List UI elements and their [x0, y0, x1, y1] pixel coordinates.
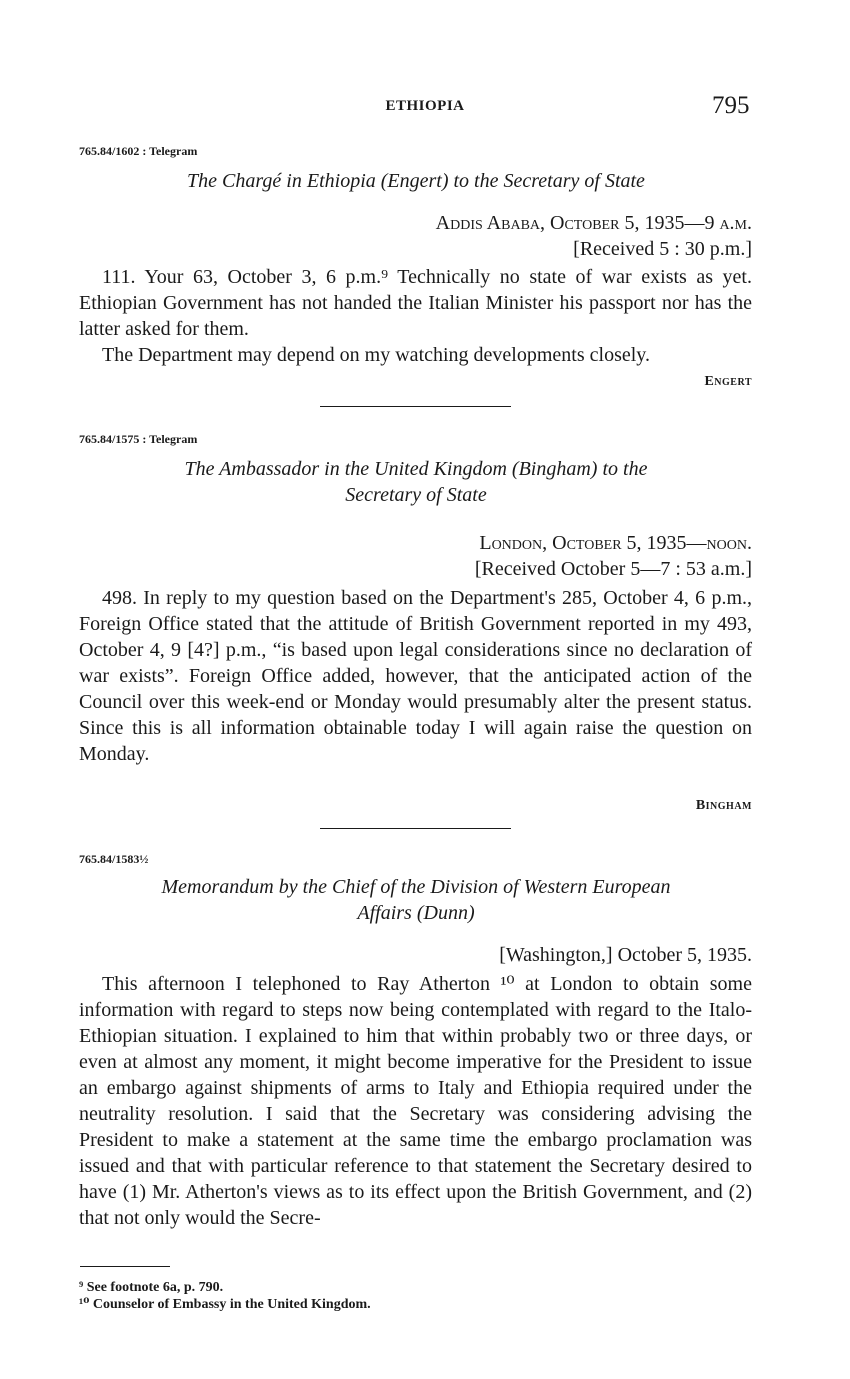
section-divider — [320, 828, 511, 829]
footnote-rule — [80, 1266, 170, 1267]
signature: Bingham — [695, 798, 752, 813]
heading-line: Memorandum by the Chief of the Division of Western European — [161, 876, 671, 898]
file-number: 765.84/1602 : Telegram — [79, 144, 198, 158]
document-body — [79, 264, 752, 368]
footnote: ¹⁰ Counselor of Embassy in the United Kingdom. — [79, 1297, 371, 1312]
paragraph: This afternoon I telephoned to Ray Atherton ¹⁰ at London to obtain some information with regard to steps now being contemplated with regard to the Italo-Ethiopian situation. I explained to him that within probably two or three days, or even at almost any moment, it might become imperative for the President to issue an embargo against shipments of arms to Italy and Ethiopia required under the neutrality resolution. I said that the Secretary was considering advising the President to make a statement at the same time the embargo proclamation was issued and that with particular reference to that statement the Secretary desired to have (1) Mr. Atherton's views as to its effect upon the British Government, and (2) that not only would the Secre- — [79, 973, 752, 1229]
file-number: 765.84/1583½ — [79, 852, 149, 866]
running-header: ETHIOPIA — [385, 98, 465, 114]
document-heading — [80, 456, 752, 508]
signature: Engert — [704, 374, 752, 389]
heading-line: Affairs (Dunn) — [357, 902, 475, 924]
heading-line: Secretary of State — [345, 484, 487, 506]
footnotes — [79, 1279, 371, 1313]
document-heading — [80, 874, 752, 926]
dateline-received: [Received 5 : 30 p.m.] — [573, 238, 752, 260]
heading-line: The Ambassador in the United Kingdom (Bingham) to the — [184, 458, 648, 480]
dateline-received: [Received October 5—7 : 53 a.m.] — [474, 558, 752, 580]
footnote: ⁹ See footnote 6a, p. 790. — [79, 1280, 224, 1295]
paragraph: 498. In reply to my question based on the Department's 285, October 4, 6 p.m., Foreign Office stated that the attitude of British Government reported in my 493, October 4, 9 [4?] p.m., “is based upon legal considerations since no declaration of war exists”. Foreign Office added, however, that the anticipated action of the Council over this week-end or Monday would presumably alter the present status. Since this is all information obtainable today I will again raise the question on Monday. — [79, 587, 752, 765]
document-body — [79, 585, 752, 767]
file-number: 765.84/1575 : Telegram — [79, 432, 198, 446]
document-heading — [80, 168, 752, 194]
section-divider — [320, 406, 511, 407]
heading-line: The Chargé in Ethiopia (Engert) to the Secretary of State — [187, 170, 645, 192]
dateline-place-date: Addis Ababa, October 5, 1935—9 a.m. — [435, 212, 752, 234]
paragraph: 111. Your 63, October 3, 6 p.m.⁹ Technically no state of war exists as yet. Ethiopian Government has not handed the Italian Minister his passport nor has the latter asked for them. — [79, 266, 752, 340]
dateline-place-date: [Washington,] October 5, 1935. — [499, 944, 752, 966]
paragraph: The Department may depend on my watching developments closely. — [102, 344, 650, 366]
dateline — [79, 942, 752, 968]
dateline — [79, 210, 752, 262]
document-body — [79, 971, 752, 1231]
dateline — [79, 530, 752, 582]
dateline-place-date: London, October 5, 1935—noon. — [479, 532, 752, 554]
page-number: 795 — [712, 92, 750, 119]
